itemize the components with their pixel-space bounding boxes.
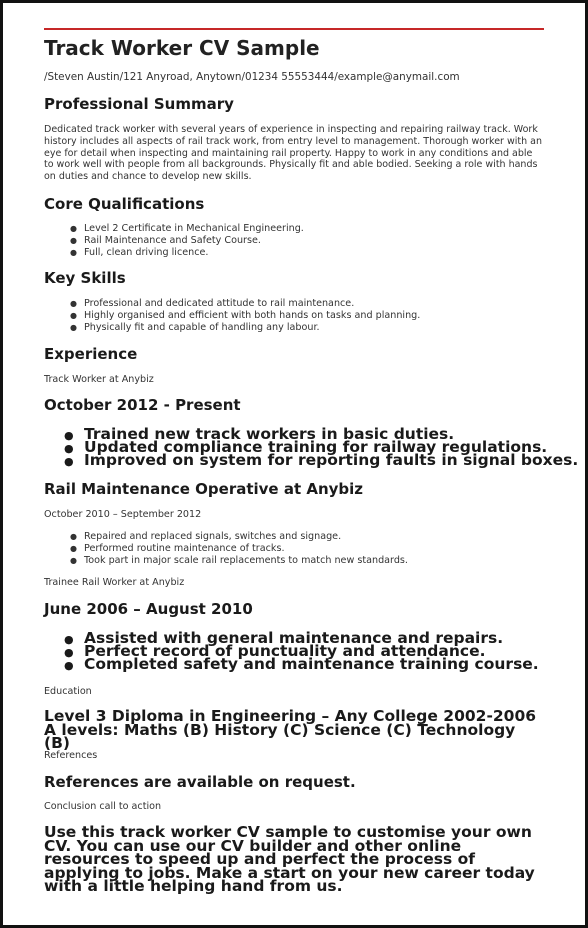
list-item: ● Trained new track workers in basic duties. (64, 428, 544, 441)
summary-heading: Professional Summary (44, 95, 234, 113)
references-text: References are available on request. (44, 773, 356, 791)
conclusion-label: Conclusion call to action (44, 801, 162, 812)
list-item: ● Full, clean driving licence. (70, 247, 540, 259)
list-item: ● Assisted with general maintenance and repairs. (64, 632, 544, 645)
job2-title: Rail Maintenance Operative at Anybiz (44, 480, 364, 498)
references-label: References (44, 750, 98, 761)
job2-duties (70, 531, 540, 568)
header-rule (44, 28, 544, 30)
list-item: ● Improved on system for reporting faults in signal boxes. (64, 454, 544, 467)
contact-line: /Steven Austin/121 Anyroad, Anytown/01234 55553444/example@anymail.com (44, 71, 460, 83)
cv-title: Track Worker CV Sample (44, 36, 320, 60)
list-item: ● Physically fit and capable of handling any labour. (70, 322, 540, 334)
list-item: ● Perfect record of punctuality and attendance. (64, 645, 544, 658)
education-text: Level 3 Diploma in Engineering – Any College 2002-2006 A levels: Maths (B) History (C) Science (C) Technology (B) (44, 707, 537, 753)
list-item: ● Completed safety and maintenance training course. (64, 658, 544, 671)
conclusion-text: Use this track worker CV sample to customise your own CV. You can use our CV builder and other online resources to speed up and perfect the process of applying to jobs. Make a start on your new career today with a little helping hand from us. (44, 823, 535, 896)
job3-duties (64, 629, 544, 674)
education-label: Education (44, 686, 92, 697)
qualifications-list (70, 223, 540, 260)
list-item: ● Took part in major scale rail replacements to match new standards. (70, 555, 540, 567)
list-item: ● Professional and dedicated attitude to rail maintenance. (70, 298, 540, 310)
list-item: ● Performed routine maintenance of tracks. (70, 543, 540, 555)
list-item: ● Highly organised and efficient with both hands on tasks and planning. (70, 310, 540, 322)
list-item: ● Repaired and replaced signals, switches and signage. (70, 531, 540, 543)
skills-list (70, 298, 540, 335)
list-item: ● Updated compliance training for railway regulations. (64, 441, 544, 454)
job3-title: Trainee Rail Worker at Anybiz (44, 577, 185, 588)
job1-duties (64, 425, 579, 470)
list-item: ● Level 2 Certificate in Mechanical Engineering. (70, 223, 540, 235)
job3-dates: June 2006 – August 2010 (44, 600, 253, 618)
job2-dates: October 2010 – September 2012 (44, 509, 202, 520)
skills-heading: Key Skills (44, 269, 126, 287)
job1-title: Track Worker at Anybiz (44, 374, 154, 385)
list-item: ● Rail Maintenance and Safety Course. (70, 235, 540, 247)
summary-text: Dedicated track worker with several years of experience in inspecting and repairing railway track. Work history includes all aspects of rail track work, from entry level to management. Thorough worker with an eye for detail when inspecting and maintaining rail property. Happy to work in any conditions and able to work well with people from all backgrounds. Physically fit and able bodied. Seeking a role with hands on duties and chance to develop new skills. (44, 124, 542, 183)
qualifications-heading: Core Qualifications (44, 195, 205, 213)
job1-dates: October 2012 - Present (44, 396, 241, 414)
experience-heading: Experience (44, 345, 138, 363)
